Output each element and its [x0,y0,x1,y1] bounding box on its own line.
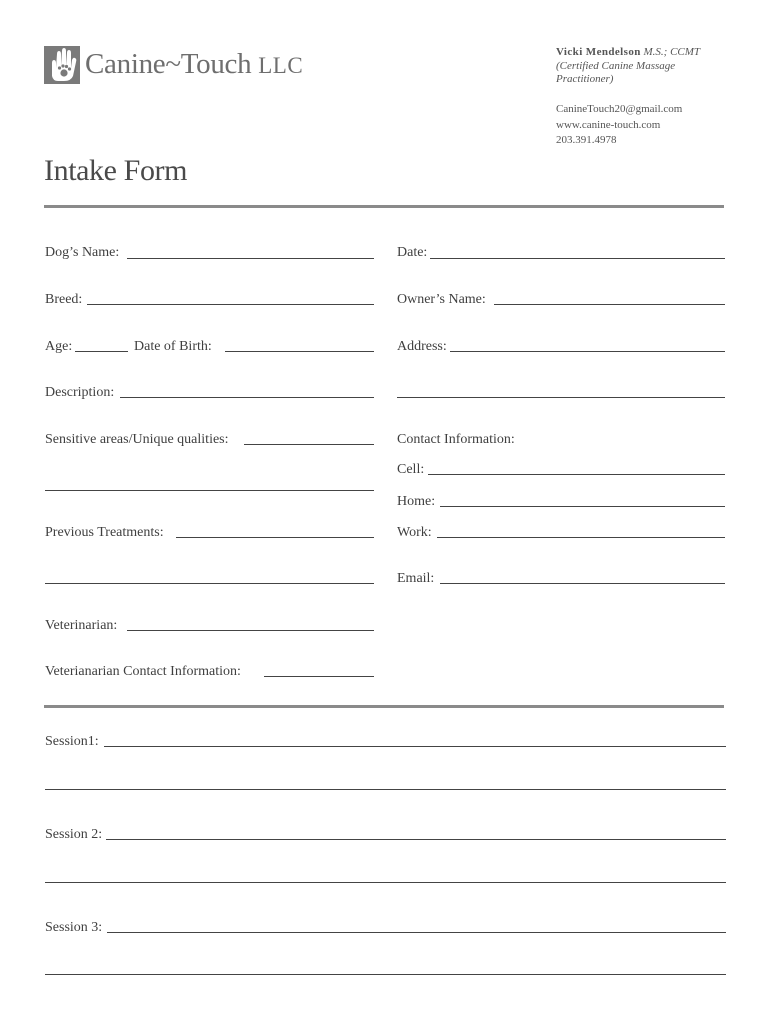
home-field[interactable] [440,506,725,507]
cell-label: Cell: [397,462,425,477]
session-1-label: Session1: [45,734,99,749]
session-2-label: Session 2: [45,827,103,842]
sensitive-areas-label: Sensitive areas/Unique qualities: [45,432,229,447]
session-1-field[interactable] [104,746,726,747]
vet-contact-field[interactable] [264,676,374,677]
session-2-field-2[interactable] [45,882,726,883]
email-label: Email: [397,571,435,586]
top-divider [44,205,724,208]
practitioner-role [556,60,675,86]
address-field-2[interactable] [397,397,725,398]
practitioner-role-line2: Practitioner) [556,73,614,85]
practitioner-credentials: M.S.; CCMT [643,46,701,58]
date-label: Date: [397,245,428,260]
page-title: Intake Form [44,154,188,187]
session-3-field[interactable] [107,932,726,933]
session-2-field[interactable] [106,839,726,840]
veterinarian-label: Veterinarian: [45,618,118,633]
date-of-birth-field[interactable] [225,351,374,352]
contact-phone: 203.391.4978 [556,134,617,146]
logo-icon [44,46,80,84]
practitioner-name-line [556,46,700,59]
owners-name-field[interactable] [494,304,725,305]
work-label: Work: [397,525,432,540]
session-3-label: Session 3: [45,920,103,935]
session-3-field-2[interactable] [45,974,726,975]
description-label: Description: [45,385,115,400]
contact-website[interactable]: www.canine-touch.com [556,119,661,131]
brand-name [85,48,303,81]
dog-name-field[interactable] [127,258,374,259]
sensitive-areas-field[interactable] [244,444,374,445]
previous-treatments-field-2[interactable] [45,583,374,584]
previous-treatments-label: Previous Treatments: [45,525,164,540]
brand-suffix: LLC [258,53,304,78]
breed-field[interactable] [87,304,374,305]
description-field[interactable] [120,397,374,398]
age-field[interactable] [75,351,128,352]
contact-information-label: Contact Information: [397,432,515,447]
date-field[interactable] [430,258,725,259]
brand-name-text: Canine~Touch [85,48,252,80]
owners-name-label: Owner’s Name: [397,292,486,307]
sessions-divider [44,705,724,708]
dog-name-label: Dog’s Name: [45,245,120,260]
vet-contact-label: Veterianarian Contact Information: [45,664,241,679]
work-field[interactable] [437,537,725,538]
session-1-field-2[interactable] [45,789,726,790]
veterinarian-field[interactable] [127,630,374,631]
address-label: Address: [397,339,447,354]
email-field[interactable] [440,583,725,584]
previous-treatments-field[interactable] [176,537,374,538]
date-of-birth-label: Date of Birth: [134,339,212,354]
practitioner-role-line1: (Certified Canine Massage [556,60,676,72]
sensitive-areas-field-2[interactable] [45,490,374,491]
address-field[interactable] [450,351,725,352]
cell-field[interactable] [428,474,725,475]
home-label: Home: [397,494,436,509]
age-label: Age: [45,339,73,354]
breed-label: Breed: [45,292,83,307]
contact-email[interactable]: CanineTouch20@gmail.com [556,103,683,115]
practitioner-name: Vicki Mendelson [556,46,641,58]
